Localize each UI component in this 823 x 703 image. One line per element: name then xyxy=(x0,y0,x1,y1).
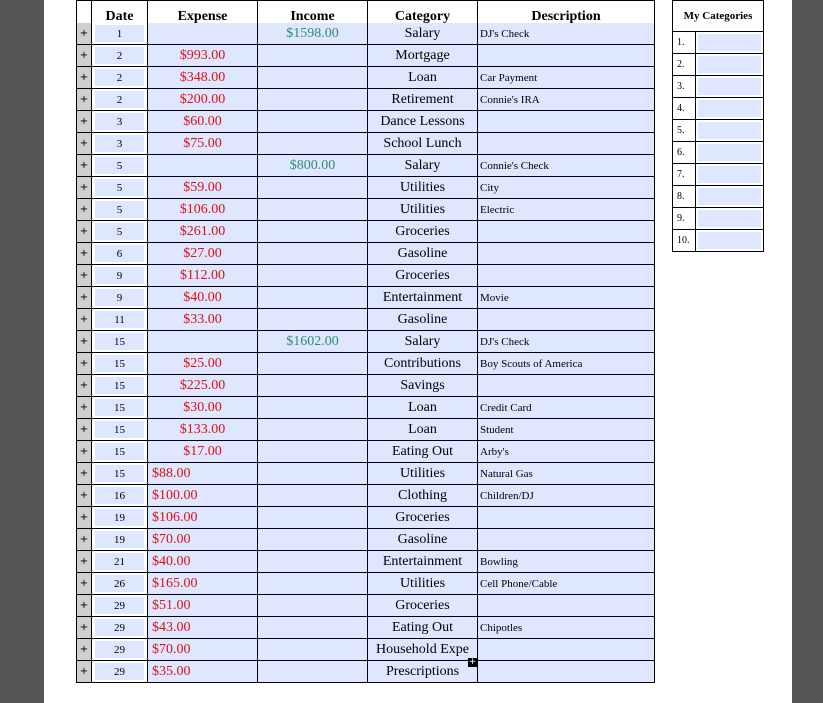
expense-field[interactable]: $17.00 xyxy=(148,441,258,463)
header-description: Description xyxy=(478,1,655,33)
date-value[interactable]: 15 xyxy=(95,399,144,416)
date-field[interactable] xyxy=(92,111,148,133)
description-field[interactable]: Movie xyxy=(478,287,655,309)
date-field[interactable] xyxy=(92,177,148,199)
expense-field[interactable]: $35.00 xyxy=(148,661,258,683)
add-row-button[interactable]: + xyxy=(77,441,92,463)
date-field[interactable] xyxy=(92,287,148,309)
date-value[interactable]: 16 xyxy=(95,487,144,504)
category-field[interactable]: School Lunch xyxy=(368,133,478,155)
add-row-button[interactable]: + xyxy=(77,67,92,89)
add-row-button[interactable]: + xyxy=(77,89,92,111)
description-field[interactable]: Electric xyxy=(478,199,655,221)
income-field[interactable] xyxy=(258,67,368,89)
category-entry-field[interactable] xyxy=(696,76,764,98)
add-row-button[interactable]: + xyxy=(77,133,92,155)
add-row-button[interactable]: + xyxy=(77,353,92,375)
category-entry-field[interactable] xyxy=(696,186,764,208)
income-field[interactable] xyxy=(258,221,368,243)
add-row-button[interactable]: + xyxy=(77,661,92,683)
description-field[interactable] xyxy=(478,243,655,265)
date-value[interactable]: 29 xyxy=(95,663,144,680)
expense-field[interactable]: $70.00 xyxy=(148,639,258,661)
expense-field[interactable]: $43.00 xyxy=(148,617,258,639)
header-date: Date xyxy=(92,1,148,33)
add-row-button[interactable]: + xyxy=(77,419,92,441)
income-field[interactable] xyxy=(258,397,368,419)
date-field[interactable] xyxy=(92,617,148,639)
date-field[interactable] xyxy=(92,353,148,375)
category-entry-field[interactable] xyxy=(696,98,764,120)
income-field[interactable] xyxy=(258,375,368,397)
expense-field[interactable]: $200.00 xyxy=(148,89,258,111)
expense-ledger-table xyxy=(76,0,655,683)
category-number: 7. xyxy=(673,164,696,186)
category-field[interactable]: Eating Out xyxy=(368,441,478,463)
category-number: 2. xyxy=(673,54,696,76)
category-field[interactable]: Household Expe xyxy=(368,639,478,661)
add-row-button[interactable]: + xyxy=(77,639,92,661)
category-field[interactable]: Entertainment xyxy=(368,287,478,309)
date-value[interactable]: 2 xyxy=(95,69,144,86)
category-entry-field[interactable] xyxy=(696,54,764,76)
category-field[interactable]: Groceries xyxy=(368,507,478,529)
income-field[interactable] xyxy=(258,199,368,221)
add-row-button[interactable]: + xyxy=(77,595,92,617)
description-field[interactable] xyxy=(478,133,655,155)
category-field[interactable]: Utilities xyxy=(368,463,478,485)
expense-field[interactable]: $100.00 xyxy=(148,485,258,507)
date-field[interactable] xyxy=(92,265,148,287)
category-field[interactable]: Savings xyxy=(368,375,478,397)
date-value[interactable]: 29 xyxy=(95,619,144,636)
description-field[interactable] xyxy=(478,45,655,67)
date-value[interactable]: 15 xyxy=(95,355,144,372)
resize-handle-icon[interactable]: + xyxy=(468,657,477,667)
expense-field[interactable]: $33.00 xyxy=(148,309,258,331)
category-field[interactable]: Eating Out xyxy=(368,617,478,639)
date-field[interactable] xyxy=(92,89,148,111)
date-value[interactable]: 2 xyxy=(95,91,144,108)
add-row-button[interactable]: + xyxy=(77,111,92,133)
description-field[interactable] xyxy=(478,221,655,243)
category-list-item xyxy=(673,54,764,76)
expense-field[interactable]: $27.00 xyxy=(148,243,258,265)
category-field[interactable]: Dance Lessons xyxy=(368,111,478,133)
add-row-button[interactable]: + xyxy=(77,331,92,353)
expense-field[interactable]: $106.00 xyxy=(148,507,258,529)
expense-field[interactable]: $60.00 xyxy=(148,111,258,133)
date-field[interactable] xyxy=(92,419,148,441)
category-list-item xyxy=(673,230,764,252)
date-field[interactable] xyxy=(92,45,148,67)
category-list-item xyxy=(673,98,764,120)
description-field[interactable] xyxy=(478,639,655,661)
category-entry-field[interactable] xyxy=(696,230,764,252)
date-field[interactable] xyxy=(92,573,148,595)
category-list-item xyxy=(673,208,764,230)
add-row-button[interactable]: + xyxy=(77,463,92,485)
category-entry-input[interactable] xyxy=(698,144,761,161)
income-field[interactable]: $800.00 xyxy=(258,155,368,177)
category-entry-input[interactable] xyxy=(698,78,761,95)
expense-field[interactable]: $165.00 xyxy=(148,573,258,595)
date-field[interactable] xyxy=(92,595,148,617)
description-field[interactable]: Chipotles xyxy=(478,617,655,639)
right-gutter xyxy=(792,0,823,703)
category-field[interactable]: Loan xyxy=(368,397,478,419)
category-field[interactable]: Groceries xyxy=(368,221,478,243)
category-field[interactable]: Salary xyxy=(368,331,478,353)
header-category: Category xyxy=(368,1,478,33)
date-field[interactable] xyxy=(92,309,148,331)
category-field[interactable]: Salary xyxy=(368,23,478,45)
category-list-item xyxy=(673,120,764,142)
my-categories-table xyxy=(672,0,764,252)
income-field[interactable] xyxy=(258,507,368,529)
expense-field[interactable]: $40.00 xyxy=(148,551,258,573)
date-field[interactable] xyxy=(92,331,148,353)
category-field[interactable]: Entertainment xyxy=(368,551,478,573)
description-field[interactable]: DJ's Check xyxy=(478,331,655,353)
date-field[interactable] xyxy=(92,507,148,529)
income-field[interactable] xyxy=(258,45,368,67)
category-entry-input[interactable] xyxy=(698,188,761,205)
description-field[interactable]: Boy Scouts of America xyxy=(478,353,655,375)
category-field[interactable]: Gasoline xyxy=(368,309,478,331)
income-field[interactable]: $1598.00 xyxy=(258,23,368,45)
category-field[interactable]: Mortgage xyxy=(368,45,478,67)
income-field[interactable] xyxy=(258,661,368,683)
add-row-button[interactable]: + xyxy=(77,177,92,199)
income-field[interactable] xyxy=(258,485,368,507)
category-field[interactable]: Contributions xyxy=(368,353,478,375)
date-value[interactable]: 15 xyxy=(95,333,144,350)
add-row-button[interactable]: + xyxy=(77,573,92,595)
category-entry-input[interactable] xyxy=(698,122,761,139)
date-field[interactable] xyxy=(92,375,148,397)
header-expense: Expense xyxy=(148,1,258,33)
category-field[interactable]: Clothing xyxy=(368,485,478,507)
add-row-button[interactable]: + xyxy=(77,397,92,419)
date-value[interactable]: 15 xyxy=(95,377,144,394)
income-field[interactable] xyxy=(258,243,368,265)
add-row-button[interactable]: + xyxy=(77,617,92,639)
add-row-button[interactable]: + xyxy=(77,287,92,309)
income-field[interactable] xyxy=(258,353,368,375)
date-field[interactable] xyxy=(92,529,148,551)
description-field[interactable] xyxy=(478,375,655,397)
date-value[interactable]: 6 xyxy=(95,245,144,262)
category-field[interactable]: Retirement xyxy=(368,89,478,111)
date-field[interactable] xyxy=(92,639,148,661)
category-entry-input[interactable] xyxy=(698,232,761,249)
category-entry-input[interactable] xyxy=(698,56,761,73)
date-value[interactable]: 5 xyxy=(95,223,144,240)
category-list-item xyxy=(673,186,764,208)
category-number: 8. xyxy=(673,186,696,208)
expense-field[interactable] xyxy=(148,155,258,177)
category-list-item xyxy=(673,76,764,98)
category-field[interactable]: Utilities xyxy=(368,573,478,595)
category-entry-input[interactable] xyxy=(698,166,761,183)
expense-field[interactable]: $51.00 xyxy=(148,595,258,617)
income-field[interactable] xyxy=(258,133,368,155)
date-field[interactable] xyxy=(92,133,148,155)
category-number: 4. xyxy=(673,98,696,120)
category-entry-field[interactable] xyxy=(696,32,764,54)
date-value[interactable]: 9 xyxy=(95,267,144,284)
expense-field[interactable]: $106.00 xyxy=(148,199,258,221)
category-entry-field[interactable] xyxy=(696,164,764,186)
expense-field[interactable]: $112.00 xyxy=(148,265,258,287)
date-value[interactable]: 5 xyxy=(95,157,144,174)
date-field[interactable] xyxy=(92,397,148,419)
date-field[interactable] xyxy=(92,23,148,45)
date-value[interactable]: 2 xyxy=(95,47,144,64)
description-field[interactable]: DJ's Check xyxy=(478,23,655,45)
category-number: 6. xyxy=(673,142,696,164)
expense-field[interactable]: $88.00 xyxy=(148,463,258,485)
date-value[interactable]: 9 xyxy=(95,289,144,306)
expense-field[interactable]: $993.00 xyxy=(148,45,258,67)
left-gutter xyxy=(0,0,44,703)
expense-field[interactable]: $25.00 xyxy=(148,353,258,375)
add-row-button[interactable]: + xyxy=(77,485,92,507)
category-number: 3. xyxy=(673,76,696,98)
date-value[interactable]: 5 xyxy=(95,179,144,196)
description-field[interactable]: Bowling xyxy=(478,551,655,573)
date-field[interactable] xyxy=(92,199,148,221)
income-field[interactable] xyxy=(258,111,368,133)
my-categories-title: My Categories xyxy=(673,1,764,32)
description-field[interactable]: Credit Card xyxy=(478,397,655,419)
date-value[interactable]: 26 xyxy=(95,575,144,592)
category-field[interactable]: Prescriptions xyxy=(368,661,478,683)
category-field[interactable]: Loan xyxy=(368,67,478,89)
date-field[interactable] xyxy=(92,221,148,243)
income-field[interactable] xyxy=(258,265,368,287)
income-field[interactable]: $1602.00 xyxy=(258,331,368,353)
description-field[interactable]: Connie's IRA xyxy=(478,89,655,111)
date-value[interactable]: 21 xyxy=(95,553,144,570)
add-row-button[interactable]: + xyxy=(77,375,92,397)
category-field[interactable]: Groceries xyxy=(368,265,478,287)
expense-field[interactable] xyxy=(148,23,258,45)
description-field[interactable]: Children/DJ xyxy=(478,485,655,507)
income-field[interactable] xyxy=(258,441,368,463)
category-field[interactable]: Gasoline xyxy=(368,243,478,265)
expense-field[interactable]: $348.00 xyxy=(148,67,258,89)
date-value[interactable]: 1 xyxy=(95,25,144,42)
date-value[interactable]: 5 xyxy=(95,201,144,218)
income-field[interactable] xyxy=(258,529,368,551)
income-field[interactable] xyxy=(258,177,368,199)
add-row-button[interactable]: + xyxy=(77,551,92,573)
category-list-item xyxy=(673,164,764,186)
date-value[interactable]: 3 xyxy=(95,113,144,130)
expense-field[interactable]: $59.00 xyxy=(148,177,258,199)
date-value[interactable]: 15 xyxy=(95,443,144,460)
description-field[interactable] xyxy=(478,265,655,287)
category-number: 10. xyxy=(673,230,696,252)
header-income: Income xyxy=(258,1,368,33)
date-field[interactable] xyxy=(92,441,148,463)
date-value[interactable]: 29 xyxy=(95,597,144,614)
category-entry-input[interactable] xyxy=(698,210,761,227)
date-field[interactable] xyxy=(92,67,148,89)
add-row-button[interactable]: + xyxy=(77,23,92,45)
income-field[interactable] xyxy=(258,639,368,661)
category-list-item xyxy=(673,32,764,54)
description-field[interactable] xyxy=(478,111,655,133)
category-field[interactable]: Utilities xyxy=(368,199,478,221)
add-row-button[interactable]: + xyxy=(77,265,92,287)
category-number: 1. xyxy=(673,32,696,54)
date-field[interactable] xyxy=(92,661,148,683)
category-field[interactable]: Loan xyxy=(368,419,478,441)
expense-field[interactable] xyxy=(148,331,258,353)
add-row-button[interactable]: + xyxy=(77,221,92,243)
date-value[interactable]: 15 xyxy=(95,421,144,438)
date-value[interactable]: 11 xyxy=(95,311,144,328)
description-field[interactable]: Connie's Check xyxy=(478,155,655,177)
income-field[interactable] xyxy=(258,463,368,485)
description-field[interactable]: Arby's xyxy=(478,441,655,463)
expense-field[interactable]: $225.00 xyxy=(148,375,258,397)
add-row-button[interactable]: + xyxy=(77,507,92,529)
category-field[interactable]: Groceries xyxy=(368,595,478,617)
date-field[interactable] xyxy=(92,551,148,573)
description-field[interactable] xyxy=(478,309,655,331)
date-value[interactable]: 3 xyxy=(95,135,144,152)
category-field[interactable]: Gasoline xyxy=(368,529,478,551)
income-field[interactable] xyxy=(258,617,368,639)
category-number: 9. xyxy=(673,208,696,230)
description-field[interactable] xyxy=(478,661,655,683)
expense-field[interactable]: $40.00 xyxy=(148,287,258,309)
category-entry-field[interactable] xyxy=(696,208,764,230)
description-field[interactable] xyxy=(478,595,655,617)
date-field[interactable] xyxy=(92,485,148,507)
add-row-button[interactable]: + xyxy=(77,155,92,177)
description-field[interactable]: City xyxy=(478,177,655,199)
description-field[interactable]: Cell Phone/Cable xyxy=(478,573,655,595)
category-entry-field[interactable] xyxy=(696,120,764,142)
income-field[interactable] xyxy=(258,595,368,617)
date-field[interactable] xyxy=(92,463,148,485)
income-field[interactable] xyxy=(258,419,368,441)
expense-field[interactable]: $30.00 xyxy=(148,397,258,419)
category-field[interactable]: Salary xyxy=(368,155,478,177)
expense-field[interactable]: $70.00 xyxy=(148,529,258,551)
date-value[interactable]: 19 xyxy=(95,531,144,548)
category-entry-input[interactable] xyxy=(698,34,761,51)
income-field[interactable] xyxy=(258,309,368,331)
add-row-button[interactable]: + xyxy=(77,45,92,67)
description-field[interactable]: Natural Gas xyxy=(478,463,655,485)
description-field[interactable] xyxy=(478,529,655,551)
category-entry-input[interactable] xyxy=(698,100,761,117)
add-row-button[interactable]: + xyxy=(77,199,92,221)
date-value[interactable]: 19 xyxy=(95,509,144,526)
category-field[interactable]: Utilities xyxy=(368,177,478,199)
date-value[interactable]: 29 xyxy=(95,641,144,658)
date-field[interactable] xyxy=(92,243,148,265)
category-entry-field[interactable] xyxy=(696,142,764,164)
expense-field[interactable]: $133.00 xyxy=(148,419,258,441)
expense-field[interactable]: $75.00 xyxy=(148,133,258,155)
income-field[interactable] xyxy=(258,89,368,111)
category-number: 5. xyxy=(673,120,696,142)
date-field[interactable] xyxy=(92,155,148,177)
add-row-button[interactable]: + xyxy=(77,529,92,551)
add-row-button[interactable]: + xyxy=(77,243,92,265)
income-field[interactable] xyxy=(258,551,368,573)
add-row-button[interactable]: + xyxy=(77,309,92,331)
income-field[interactable] xyxy=(258,573,368,595)
category-list-item xyxy=(673,142,764,164)
date-value[interactable]: 15 xyxy=(95,465,144,482)
description-field[interactable] xyxy=(478,507,655,529)
expense-field[interactable]: $261.00 xyxy=(148,221,258,243)
description-field[interactable]: Student xyxy=(478,419,655,441)
income-field[interactable] xyxy=(258,287,368,309)
description-field[interactable]: Car Payment xyxy=(478,67,655,89)
